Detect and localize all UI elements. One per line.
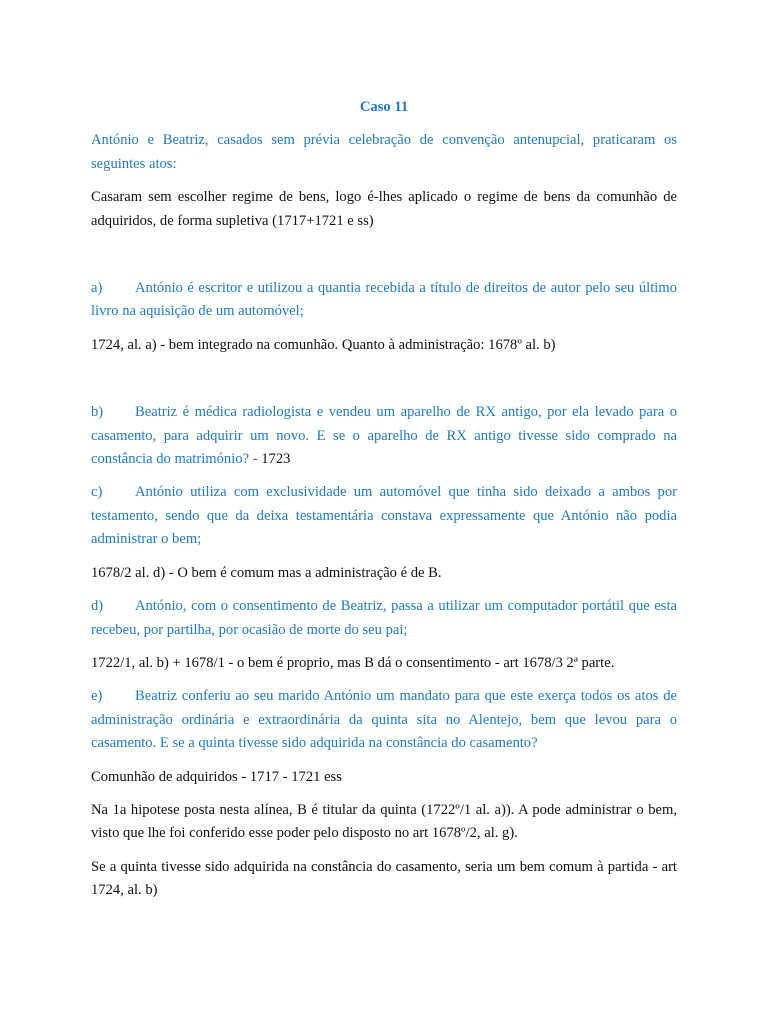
question-e-letter: e)	[91, 688, 103, 705]
document-title: Caso 11	[359, 99, 409, 115]
answer-e-2: Na 1a hipotese posta nesta alínea, B é titular da quinta (1722º/1 al. a)). A pode administrar o bem, visto que lhe foi conferido esse poder pelo disposto no art 1678º/2, al. g).	[91, 801, 677, 842]
answer-d: 1722/1, al. b) + 1678/1 - o bem é proprio, mas B dá o consentimento - art 1678/3 2ª parte.	[91, 654, 615, 671]
answer-e-3: Se a quinta tivesse sido adquirida na constância do casamento, seria um bem comum à partida - art 1724, al. b)	[91, 858, 677, 899]
question-c	[91, 481, 677, 551]
question-a-letter: a)	[91, 280, 103, 297]
question-c-text: António utiliza com exclusividade um automóvel que tinha sido deixado a ambos por testamento, sendo que da deixa testamentária constava expressamente que António não podia administrar o bem;	[91, 484, 677, 548]
question-e	[91, 685, 677, 755]
case-intro: António e Beatriz, casados sem prévia celebração de convenção antenupcial, praticaram os seguintes atos:	[91, 132, 677, 172]
question-d-letter: d)	[91, 598, 104, 615]
document-page	[91, 96, 677, 913]
answer-c: 1678/2 al. d) - O bem é comum mas a administração é de B.	[91, 564, 442, 581]
question-e-text: Beatriz conferiu ao seu marido António um mandato para que este exerça todos os atos de administração ordinária e extraordinária da quinta sita no Alentejo, bem que levou para o casamento. E se a quinta tivesse sido adquirida na constância do casamento?	[91, 688, 677, 752]
question-a-text: António é escritor e utilizou a quantia recebida a título de direitos de autor pelo seu último livro na aquisição de um automóvel;	[91, 280, 677, 320]
answer-b-inline: 1723	[261, 451, 291, 468]
question-b-text: Beatriz é médica radiologista e vendeu um aparelho de RX antigo, por ela levado para o casamento, para adquirir um novo. E se o aparelho de RX antigo tivesse sido comprado na constância do matrimónio? -	[91, 404, 677, 468]
question-b	[91, 401, 677, 471]
answer-a: 1724, al. a) - bem integrado na comunhão. Quanto à administração: 1678º al. b)	[91, 336, 556, 353]
case-intro-answer: Casaram sem escolher regime de bens, logo é-lhes aplicado o regime de bens da comunhão de adquiridos, de forma supletiva (1717+1721 e ss)	[91, 189, 677, 229]
answer-e-1: Comunhão de adquiridos - 1717 - 1721 ess	[91, 768, 342, 785]
question-a	[91, 277, 677, 324]
question-c-letter: c)	[91, 484, 103, 501]
question-b-letter: b)	[91, 404, 104, 421]
question-d-text: António, com o consentimento de Beatriz, passa a utilizar um computador portátil que esta recebeu, por partilha, por ocasião de morte do seu pai;	[91, 598, 677, 638]
question-d	[91, 595, 677, 642]
